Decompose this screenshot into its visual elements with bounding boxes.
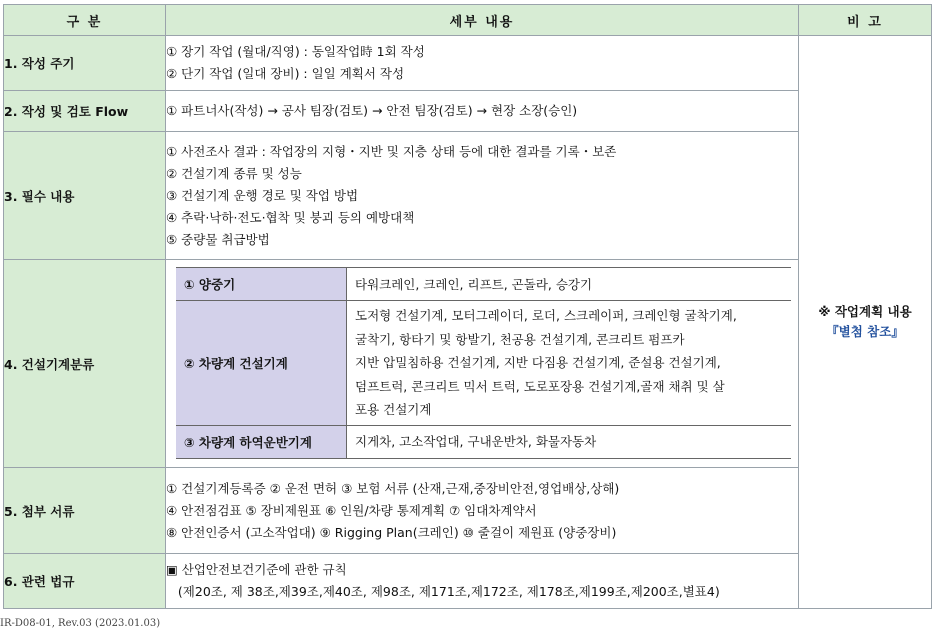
row-3-line-5: ⑤ 중량물 취급방법: [166, 231, 270, 247]
equipment-row-2: [176, 301, 791, 426]
row-3-line-3: ③ 건설기계 운행 경로 및 작업 방법: [166, 187, 359, 203]
remarks-note: ※ 작업계획 내용: [818, 304, 912, 319]
row-5-line-1: ① 건설기계등록증 ② 운전 면허 ③ 보험 서류 (산재,근재,중장비안전,영업배상,상해): [166, 480, 620, 496]
row-2-details: [166, 91, 799, 132]
row-1: [4, 36, 932, 91]
row-6-details: [166, 554, 799, 609]
row-5-line-2: ④ 안전점검표 ⑤ 장비제원표 ⑥ 인원/차량 통제계획 ⑦ 임대차계약서: [166, 502, 537, 518]
equipment-type-vehicle-handling: ③ 차량계 하역운반기계: [176, 425, 347, 458]
equipment-list-vehicle-construction: [347, 301, 792, 426]
equipment-classification-table: [176, 267, 791, 459]
equipment-list-hoisting-line-1: 타워크레인, 크레인, 리프트, 곤돌라, 승강기: [355, 276, 593, 292]
row-3-line-1: ① 사전조사 결과 : 작업장의 지형・지반 및 지층 상태 등에 대한 결과를 기록・보존: [166, 143, 617, 159]
header-details: 세부 내용: [166, 5, 799, 36]
row-5-category: 5. 첨부 서류: [4, 468, 166, 554]
equipment-type-hoisting: ① 양중기: [176, 268, 347, 301]
equipment-row-3: [176, 425, 791, 458]
row-3-category: 3. 필수 내용: [4, 132, 166, 260]
header-row: [4, 5, 932, 36]
row-1-details: [166, 36, 799, 91]
row-4: [4, 260, 932, 468]
row-4-category: 4. 건설기계분류: [4, 260, 166, 468]
row-6: [4, 554, 932, 609]
equipment-list-vehicle-line-3: 지반 압밀침하용 건설기계, 지반 다짐용 건설기계, 준설용 건설기계,: [355, 355, 721, 371]
row-3: [4, 132, 932, 260]
row-2: [4, 91, 932, 132]
document-footer-code: IR-D08-01, Rev.03 (2023.01.03): [0, 618, 161, 629]
header-category: 구 분: [4, 5, 166, 36]
equipment-type-vehicle-construction: ② 차량계 건설기계: [176, 301, 347, 426]
header-remarks: 비 고: [799, 5, 932, 36]
row-2-category: 2. 작성 및 검토 Flow: [4, 91, 166, 132]
row-3-line-4: ④ 추락·낙하·전도·협착 및 붕괴 등의 예방대책: [166, 209, 415, 225]
equipment-list-hoisting: [347, 268, 792, 301]
row-1-line-2: ② 단기 작업 (일대 장비) : 일일 계획서 작성: [166, 66, 405, 81]
remarks-cell: [799, 36, 932, 609]
equipment-list-vehicle-line-2: 굴착기, 항타기 및 항발기, 천공용 건설기계, 콘크리트 펌프카: [355, 331, 685, 347]
equipment-list-vehicle-line-1: 도저형 건설기계, 모터그레이더, 로더, 스크레이퍼, 크레인형 굴착기계,: [355, 308, 737, 324]
row-4-details: [166, 260, 799, 468]
row-6-category: 6. 관련 법규: [4, 554, 166, 609]
row-3-line-2: ② 건설기계 종류 및 성능: [166, 165, 302, 181]
row-5-line-3: ⑧ 안전인증서 (고소작업대) ⑨ Rigging Plan(크레인) ⑩ 줄걸이 제원표 (양중장비): [166, 524, 617, 540]
row-2-line-1: ① 파트너사(작성) → 공사 팀장(검토) → 안전 팀장(검토) → 현장 소장(승인): [166, 103, 578, 118]
remarks-reference: 『별첨 참조』: [826, 324, 904, 339]
row-1-category: 1. 작성 주기: [4, 36, 166, 91]
row-6-line-2: (제20조, 제 38조,제39조,제40조, 제98조, 제171조,제172조, 제178조,제199조,제200조,별표4): [166, 584, 720, 599]
equipment-list-vehicle-line-5: 포용 건설기계: [355, 402, 432, 418]
row-5: [4, 468, 932, 554]
equipment-list-vehicle-line-4: 덤프트럭, 콘크리트 믹서 트럭, 도로포장용 건설기계,골재 채취 및 살: [355, 378, 725, 394]
row-5-details: [166, 468, 799, 554]
row-1-line-1: ① 장기 작업 (월대/직영) : 동일작업時 1회 작성: [166, 44, 425, 59]
row-3-details: [166, 132, 799, 260]
equipment-list-handling-line-1: 지게차, 고소작업대, 구내운반차, 화물자동차: [355, 434, 597, 449]
equipment-list-vehicle-handling: [347, 425, 792, 458]
work-plan-table: [3, 4, 932, 609]
equipment-row-1: [176, 268, 791, 301]
row-6-line-1: ▣ 산업안전보건기준에 관한 규칙: [166, 562, 347, 577]
